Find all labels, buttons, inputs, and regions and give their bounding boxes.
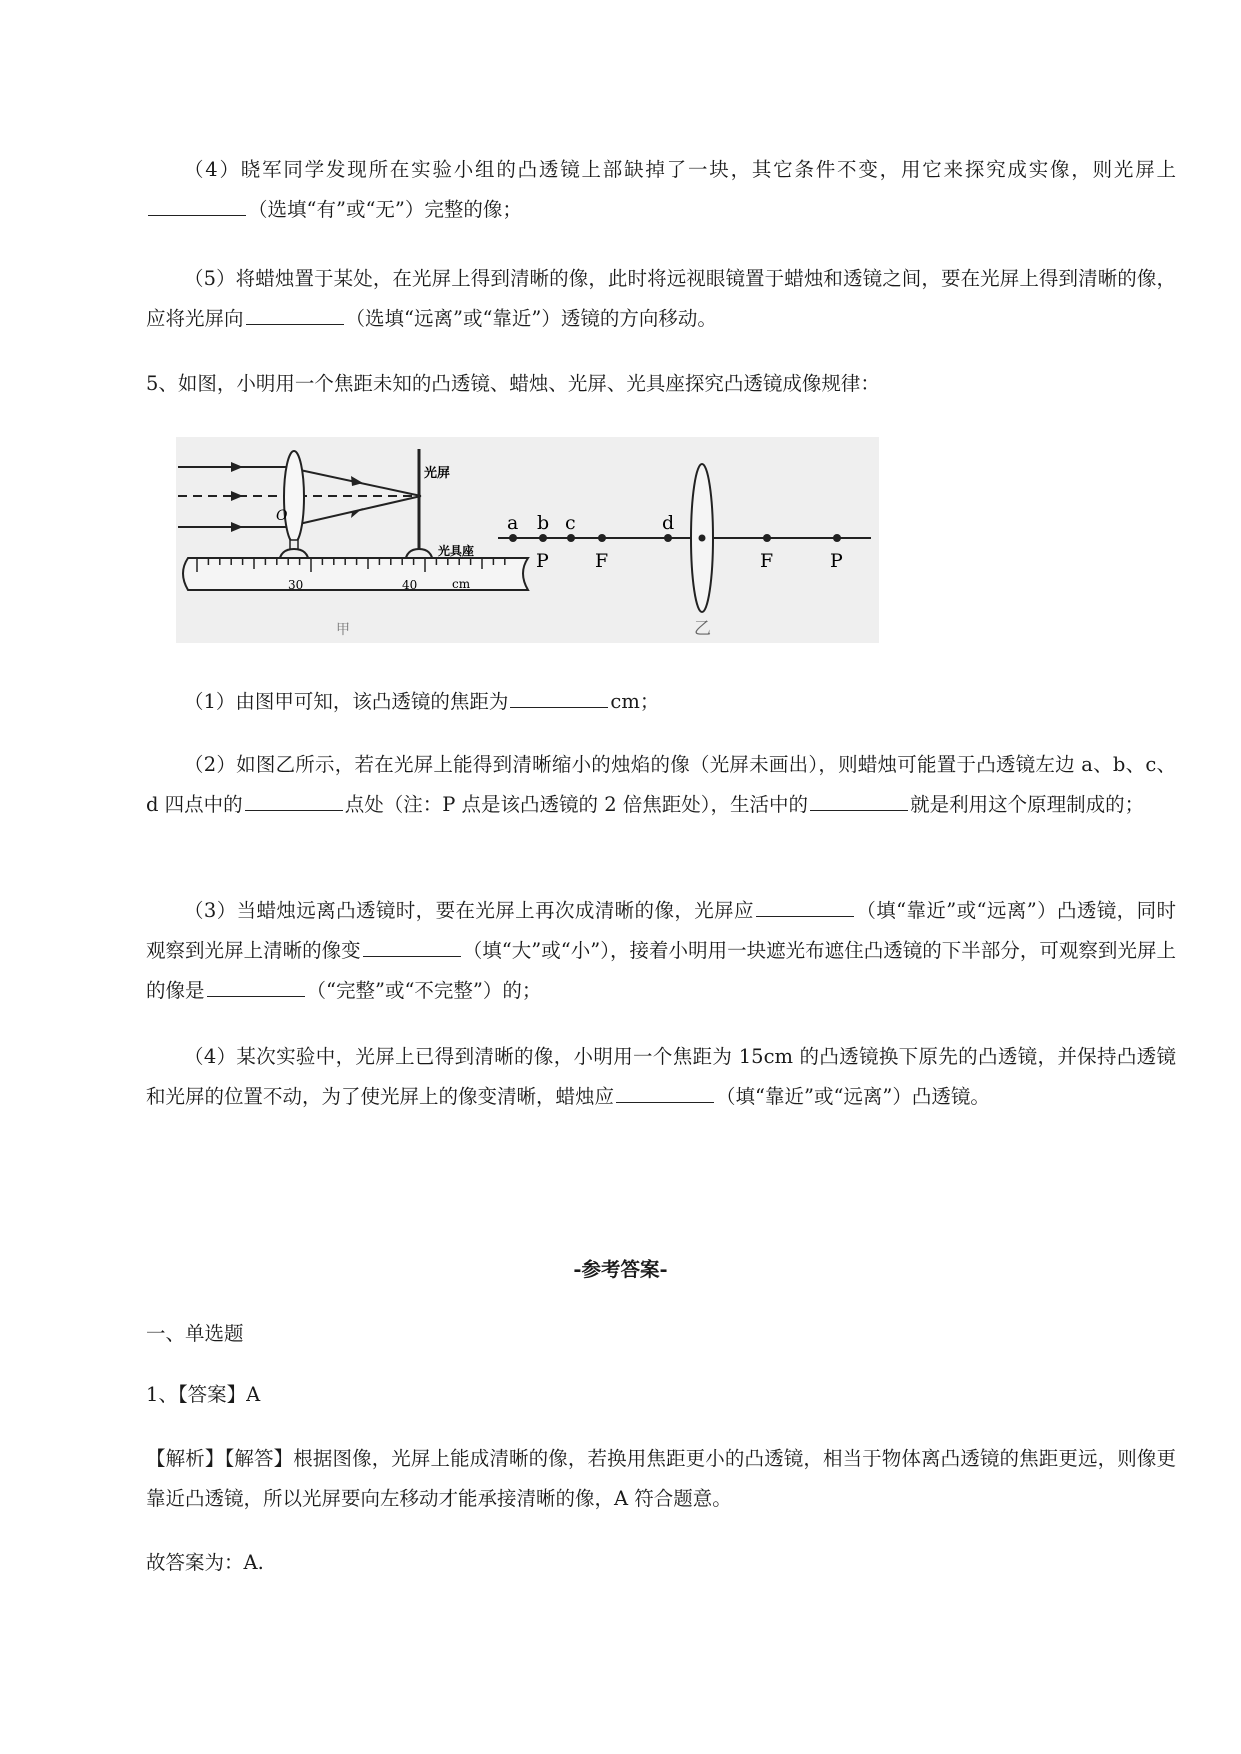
- label-f-left: F: [595, 550, 609, 572]
- answer-blank[interactable]: [756, 915, 854, 917]
- point-focus-left: [598, 534, 606, 542]
- answer-blank[interactable]: [810, 809, 908, 811]
- label-p-left: P: [536, 550, 549, 572]
- tick-40-label: 40: [402, 578, 418, 592]
- answer-blank[interactable]: [363, 955, 461, 957]
- q5-part1-text: （1）由图甲可知，该凸透镜的焦距为 cm；: [184, 690, 660, 713]
- screen-label: 光屏: [424, 466, 451, 481]
- point-2f-right: [833, 534, 841, 542]
- q1-answer: 1、【答案】A: [146, 1383, 261, 1406]
- optics-figure: [176, 437, 879, 643]
- label-f-right: F: [760, 550, 774, 572]
- svg-text:b: b: [537, 512, 550, 534]
- q5-intro: 5、如图，小明用一个焦距未知的凸透镜、蜡烛、光屏、光具座探究凸透镜成像规律：: [146, 372, 880, 395]
- tick-30-label: 30: [288, 578, 304, 592]
- caption-left: 甲: [336, 622, 350, 638]
- q5-part4-text: （4）某次实验中，光屏上已得到清晰的像，小明用一个焦距为 15cm 的凸透镜换下原先的凸透镜，并保持凸透镜和光屏的位置不动，为了使光屏上的像变清晰，蜡烛应 （填“靠近”或“远离”）凸透镜。: [146, 1045, 1176, 1108]
- answer-blank[interactable]: [148, 214, 246, 216]
- answer-blank[interactable]: [245, 809, 343, 811]
- label-p-right: P: [830, 550, 843, 572]
- optics-diagram: [176, 437, 879, 643]
- answers-section: 一、单选题: [146, 1322, 244, 1345]
- lens-center-label: O: [276, 508, 288, 524]
- q5-part3-text: （3）当蜡烛远离凸透镜时，要在光屏上再次成清晰的像，光屏应 （填“靠近”或“远离”）凸透镜，同时观察到光屏上清晰的像变 （填“大”或“小”），接着小明用一块遮光布遮住凸透镜的下半部分，可观察到光屏上的像是 （“完整”或“不完整”）的；: [146, 899, 1176, 1002]
- unit-label: cm: [452, 577, 471, 591]
- q4-part5-text: （5）将蜡烛置于某处，在光屏上得到清晰的像，此时将远视眼镜置于蜡烛和透镜之间，要在光屏上得到清晰的像，应将光屏向 （选填“远离”或“靠近”）透镜的方向移动。: [146, 267, 1176, 330]
- q1-analysis: 【解析】【解答】根据图像，光屏上能成清晰的像，若换用焦距更小的凸透镜，相当于物体离凸透镜的焦距更远，则像更靠近凸透镜，所以光屏要向左移动才能承接清晰的像，A 符合题意。: [146, 1447, 1176, 1510]
- answer-blank[interactable]: [510, 706, 608, 708]
- answers-heading: -参考答案-: [573, 1258, 668, 1281]
- answer-blank[interactable]: [207, 995, 305, 997]
- svg-text:d: d: [662, 512, 675, 534]
- q4-part4-text: （4）晓军同学发现所在实验小组的凸透镜上部缺掉了一块，其它条件不变，用它来探究成实像，则光屏上（选填“有”或“无”）完整的像；: [146, 150, 1176, 230]
- svg-text:c: c: [565, 512, 576, 534]
- answer-blank[interactable]: [246, 323, 344, 325]
- answer-blank[interactable]: [616, 1101, 714, 1103]
- caption-right: 乙: [694, 619, 711, 639]
- q5-part2-text: （2）如图乙所示，若在光屏上能得到清晰缩小的烛焰的像（光屏未画出），则蜡烛可能置于凸透镜左边 a、b、c、d 四点中的 点处（注：P 点是该凸透镜的 2 倍焦距处），生活中的 就是利用这个原理制成的；: [146, 753, 1176, 816]
- svg-text:a: a: [507, 512, 519, 534]
- q1-final: 故答案为：A.: [146, 1551, 264, 1574]
- bench-label: 光具座: [438, 544, 475, 558]
- point-focus-right: [763, 534, 771, 542]
